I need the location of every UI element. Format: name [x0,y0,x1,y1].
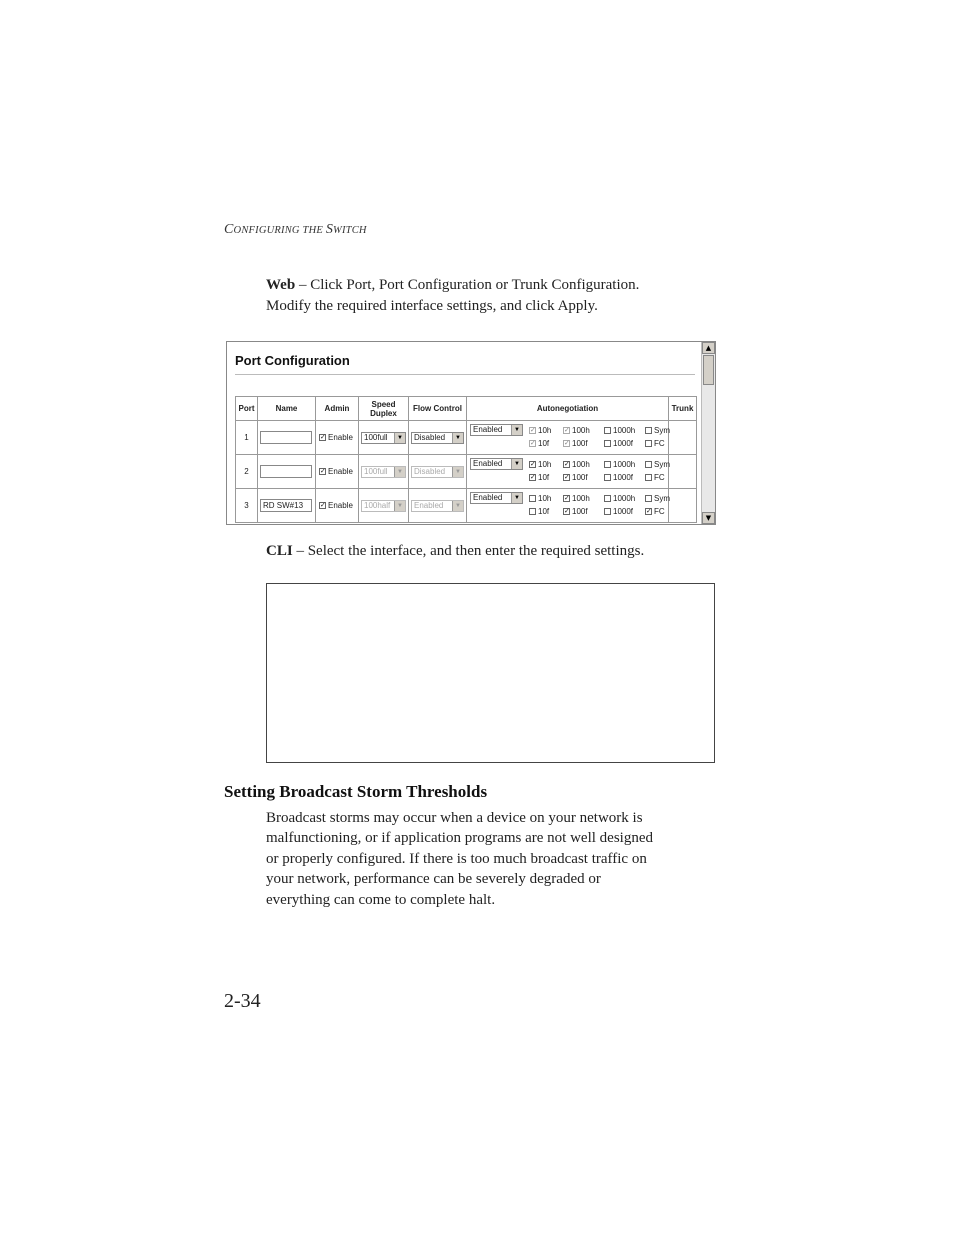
checkbox-icon[interactable] [645,427,652,434]
cap-option: 1000h [604,426,645,435]
screenshot-title: Port Configuration [235,353,350,368]
cap-option: ✓ 10f [530,473,550,482]
chevron-down-icon: ▼ [452,467,463,477]
checkbox-icon[interactable] [604,440,611,447]
chevron-down-icon: ▼ [511,493,522,503]
admin-cell: ✓ Enable [316,489,359,523]
cap-option: 10f [529,507,563,516]
col-trunk: Trunk [669,397,697,421]
web-instructions: Web – Click Port, Port Configuration or Trunk Configuration. Modify the required interface settings, and click Apply. [266,277,640,314]
section-heading: Setting Broadcast Storm Thresholds [224,782,488,801]
checkbox-icon[interactable] [604,427,611,434]
admin-checkbox-icon[interactable]: ✓ [320,468,326,476]
scroll-thumb[interactable] [703,355,714,385]
vertical-scrollbar[interactable] [701,342,715,524]
admin-checkbox-icon[interactable]: ✓ [320,502,326,510]
table-header-row [236,397,697,421]
checkbox-icon[interactable] [645,495,652,502]
table-row [236,455,697,489]
cap-option: ✓ 100h [564,426,590,435]
speed-duplex-select[interactable]: 100full ▼ [361,466,406,478]
speed-duplex-select[interactable]: 100half ▼ [361,500,406,512]
checkbox-icon[interactable]: ✓ [564,474,570,482]
flow-control-select[interactable]: Disabled ▼ [411,432,464,444]
port-name-input[interactable]: RD SW#13 [260,499,312,512]
cap-option: ✓ 100f [564,507,588,516]
admin-checkbox-icon[interactable]: ✓ [320,434,326,442]
body-line: your network, performance can be severely degraded or [266,871,601,888]
cap-option: 1000f [604,473,645,482]
table-row [236,421,697,455]
port-name-input[interactable] [260,465,312,478]
scroll-down-icon[interactable]: ▼ [702,512,715,524]
body-line: malfunctioning, or if application programs are not well designed [266,830,653,847]
checkbox-icon[interactable] [529,495,536,502]
section-body [266,808,716,910]
flow-control-select[interactable]: Disabled ▼ [411,466,464,478]
port-configuration-screenshot [226,341,716,525]
cap-option: ✓ 10h [530,426,552,435]
checkbox-icon[interactable]: ✓ [530,427,536,435]
checkbox-icon[interactable]: ✓ [564,461,570,469]
checkbox-icon[interactable] [645,474,652,481]
cap-option: FC [645,473,679,482]
checkbox-icon[interactable]: ✓ [564,495,570,503]
checkbox-icon[interactable]: ✓ [646,508,652,516]
cap-option: Sym [645,426,679,435]
cap-option: ✓ 10h [530,460,552,469]
cap-option: ✓ 100f [564,439,588,448]
col-autonegotiation: Autonegotiation [467,397,669,421]
speed-cell [359,455,409,489]
checkbox-icon[interactable] [604,461,611,468]
admin-cell: ✓ Enable [316,455,359,489]
cap-option: 1000f [604,507,645,516]
checkbox-icon[interactable] [604,474,611,481]
cli-example-box [266,583,715,763]
port-number: 2 [236,455,258,489]
checkbox-icon[interactable] [529,508,536,515]
checkbox-icon[interactable]: ✓ [564,427,570,435]
autonegotiation-select[interactable]: Enabled ▼ [470,492,523,504]
checkbox-icon[interactable] [645,461,652,468]
chevron-down-icon: ▼ [511,459,522,469]
chevron-down-icon: ▼ [452,433,463,443]
scroll-up-icon[interactable]: ▲ [702,342,715,354]
checkbox-icon[interactable]: ✓ [564,440,570,448]
running-head: CONFIGURING THE SWITCH [224,222,367,237]
auto-cell [467,455,669,489]
flow-control-select[interactable]: Enabled ▼ [411,500,464,512]
flow-cell [409,421,467,455]
body-line: Broadcast storms may occur when a device on your network is [266,810,643,826]
speed-cell [359,489,409,523]
cap-option: 1000h [604,494,645,503]
checkbox-icon[interactable]: ✓ [530,440,536,448]
col-port: Port [236,397,258,421]
title-divider [235,374,695,375]
port-name-input[interactable] [260,431,312,444]
col-admin: Admin [316,397,359,421]
cap-option: ✓ FC [646,507,665,516]
cap-option: 1000f [604,439,645,448]
cap-option: ✓ 100h [564,460,590,469]
checkbox-icon[interactable]: ✓ [530,474,536,482]
port-number: 3 [236,489,258,523]
body-line: everything can come to complete halt. [266,891,496,908]
chevron-down-icon: ▼ [394,467,405,477]
col-speed-duplex: Speed Duplex [359,397,409,421]
body-line: or properly configured. If there is too much broadcast traffic on [266,850,647,867]
cap-option: Sym [645,494,679,503]
checkbox-icon[interactable]: ✓ [530,461,536,469]
flow-cell [409,455,467,489]
cap-option: Sym [645,460,679,469]
col-flow-control: Flow Control [409,397,467,421]
cap-option: ✓ 10f [530,439,550,448]
col-name: Name [258,397,316,421]
checkbox-icon[interactable] [604,495,611,502]
auto-cell [467,421,669,455]
flow-cell [409,489,467,523]
auto-cell [467,489,669,523]
cap-option: ✓ 100f [564,473,588,482]
autonegotiation-select[interactable]: Enabled ▼ [470,424,523,436]
speed-duplex-select[interactable]: 100full ▼ [361,432,406,444]
name-cell [258,455,316,489]
table-row [236,489,697,523]
port-config-table [235,396,697,523]
chevron-down-icon: ▼ [394,501,405,511]
cap-option: 10h [529,494,563,503]
checkbox-icon[interactable] [645,440,652,447]
chevron-down-icon: ▼ [394,433,405,443]
cli-instructions: CLI – Select the interface, and then enter the required settings. [266,543,645,559]
cap-option: ✓ 100h [564,494,590,503]
autonegotiation-select[interactable]: Enabled ▼ [470,458,523,470]
speed-cell [359,421,409,455]
chevron-down-icon: ▼ [511,425,522,435]
name-cell [258,489,316,523]
cap-option: 1000h [604,460,645,469]
checkbox-icon[interactable] [604,508,611,515]
cap-option: FC [645,439,679,448]
port-number: 1 [236,421,258,455]
admin-cell: ✓ Enable [316,421,359,455]
checkbox-icon[interactable]: ✓ [564,508,570,516]
page-number: 2-34 [224,990,261,1012]
name-cell [258,421,316,455]
chevron-down-icon: ▼ [452,501,463,511]
